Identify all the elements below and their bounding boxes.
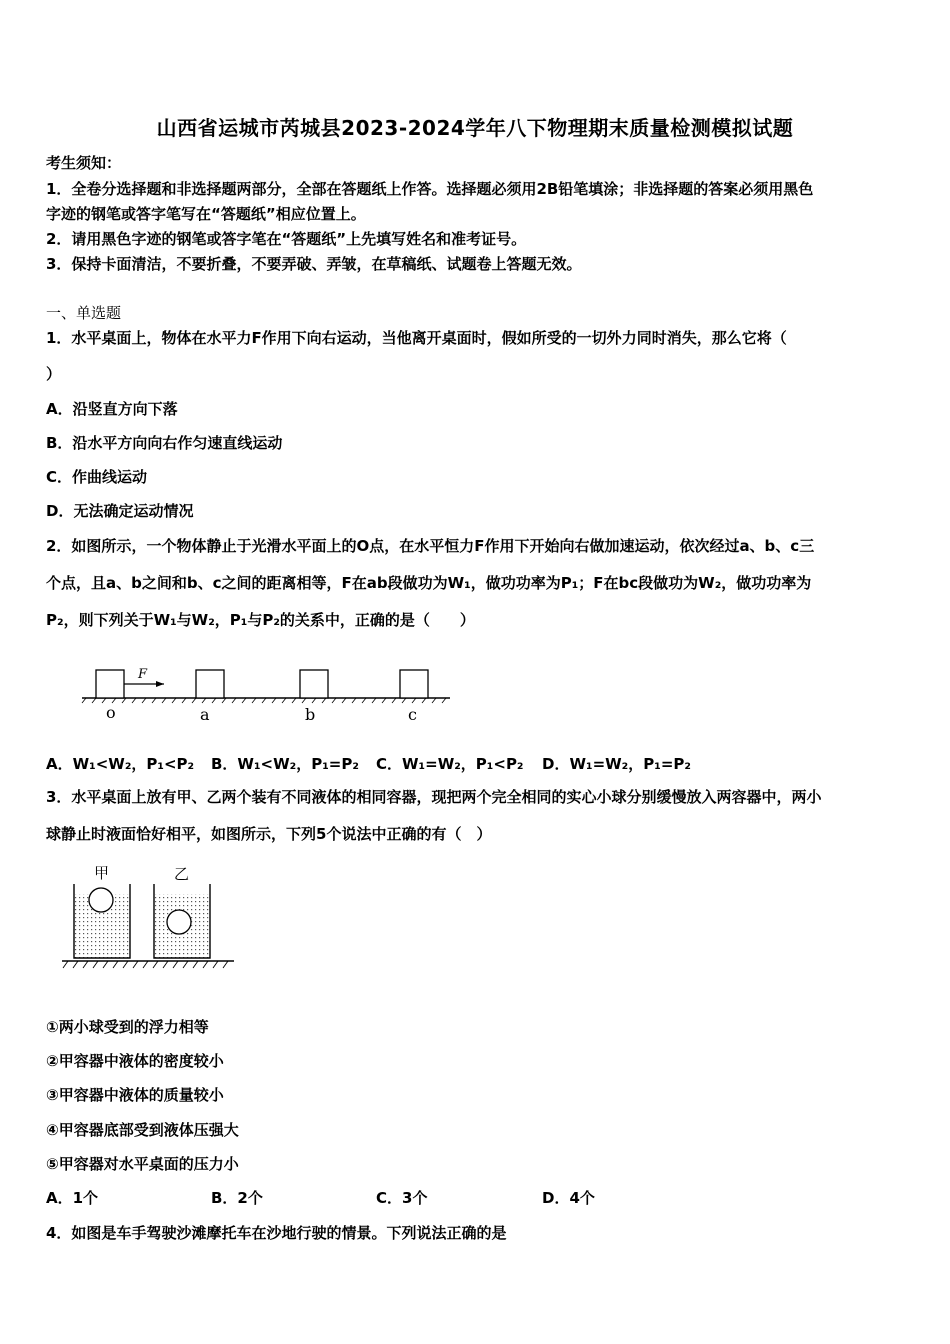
notice-item: 字迹的钢笔或答字笔写在“答题纸”相应位置上。 xyxy=(46,205,366,223)
q3-stem-line1: 3．水平桌面上放有甲、乙两个装有不同液体的相同容器，现把两个完全相同的实心小球分别缓慢放入两容器中，两小 xyxy=(46,788,822,806)
notice-item: 3．保持卡面清洁，不要折叠，不要弄破、弄皱，在草稿纸、试题卷上答题无效。 xyxy=(46,255,582,273)
notice-heading: 考生须知： xyxy=(46,154,122,172)
page-title: 山西省运城市芮城县2023-2024学年八下物理期末质量检测模拟试题 xyxy=(156,116,794,140)
ball-yi xyxy=(167,910,191,934)
container-label-jia: 甲 xyxy=(94,864,110,882)
q3-option-c: C．3个 xyxy=(376,1189,428,1207)
notice-item: 2．请用黑色字迹的钢笔或答字笔在“答题纸”上先填写姓名和准考证号。 xyxy=(46,230,527,248)
block-c xyxy=(400,670,428,698)
q2-option-c: C．W₁=W₂，P₁<P₂ xyxy=(376,755,524,773)
q3-options xyxy=(46,1187,906,1207)
q3-statement-4: ④甲容器底部受到液体压强大 xyxy=(46,1121,239,1139)
q3-statement-3: ③甲容器中液体的质量较小 xyxy=(46,1086,224,1104)
q2-stem-line1: 2．如图所示，一个物体静止于光滑水平面上的O点，在水平恒力F作用下开始向右做加速运动，依次经过a、b、c三 xyxy=(46,537,815,555)
q3-statement-5: ⑤甲容器对水平桌面的压力小 xyxy=(46,1155,239,1173)
point-label-c: c xyxy=(408,705,417,724)
ball-jia xyxy=(89,888,113,912)
q1-stem-line2: ） xyxy=(46,365,62,383)
q2-stem-line2: 个点，且a、b之间和b、c之间的距离相等，F在ab段做功为W₁，做功功率为P₁；F在bc段做功为W₂，做功功率为 xyxy=(46,574,812,592)
block-b xyxy=(300,670,328,698)
q3-option-b: B．2个 xyxy=(211,1189,263,1207)
notice-item: 1．全卷分选择题和非选择题两部分，全部在答题纸上作答。选择题必须用2B铅笔填涂；非选择题的答案必须用黑色 xyxy=(46,180,814,198)
q4-stem-line1: 4．如图是车手驾驶沙滩摩托车在沙地行驶的情景。下列说法正确的是 xyxy=(46,1224,507,1242)
q3-stem-line2: 球静止时液面恰好相平，如图所示，下列5个说法中正确的有（ ） xyxy=(46,825,492,843)
q1-stem-line1: 1．水平桌面上，物体在水平力F作用下向右运动，当他离开桌面时，假如所受的一切外力同时消失，那么它将（ xyxy=(46,329,787,347)
q2-stem-line3: P₂，则下列关于W₁与W₂，P₁与P₂的关系中，正确的是（ ） xyxy=(46,611,475,629)
q1-option-a: A．沿竖直方向下落 xyxy=(46,400,178,418)
section-heading: 一、单选题 xyxy=(46,304,122,322)
q2-option-b: B．W₁<W₂，P₁=P₂ xyxy=(211,755,359,773)
q3-option-a: A．1个 xyxy=(46,1189,99,1207)
point-label-b: b xyxy=(305,705,316,724)
q1-option-d: D．无法确定运动情况 xyxy=(46,502,194,520)
force-label: F xyxy=(138,667,148,682)
q2-options xyxy=(46,753,906,773)
q3-containers-figure xyxy=(58,860,238,972)
q3-statement-1: ①两小球受到的浮力相等 xyxy=(46,1018,209,1036)
block-a xyxy=(196,670,224,698)
q3-option-d: D．4个 xyxy=(542,1189,595,1207)
block-o xyxy=(96,670,124,698)
q1-option-c: C．作曲线运动 xyxy=(46,468,148,486)
point-label-o: o xyxy=(106,703,116,722)
container-label-yi: 乙 xyxy=(174,865,190,883)
q1-option-b: B．沿水平方向向右作匀速直线运动 xyxy=(46,434,283,452)
q2-motion-figure xyxy=(78,660,458,728)
q2-option-d: D．W₁=W₂，P₁=P₂ xyxy=(542,755,691,773)
q2-option-a: A．W₁<W₂，P₁<P₂ xyxy=(46,755,195,773)
q3-statement-2: ②甲容器中液体的密度较小 xyxy=(46,1052,224,1070)
point-label-a: a xyxy=(200,705,210,724)
